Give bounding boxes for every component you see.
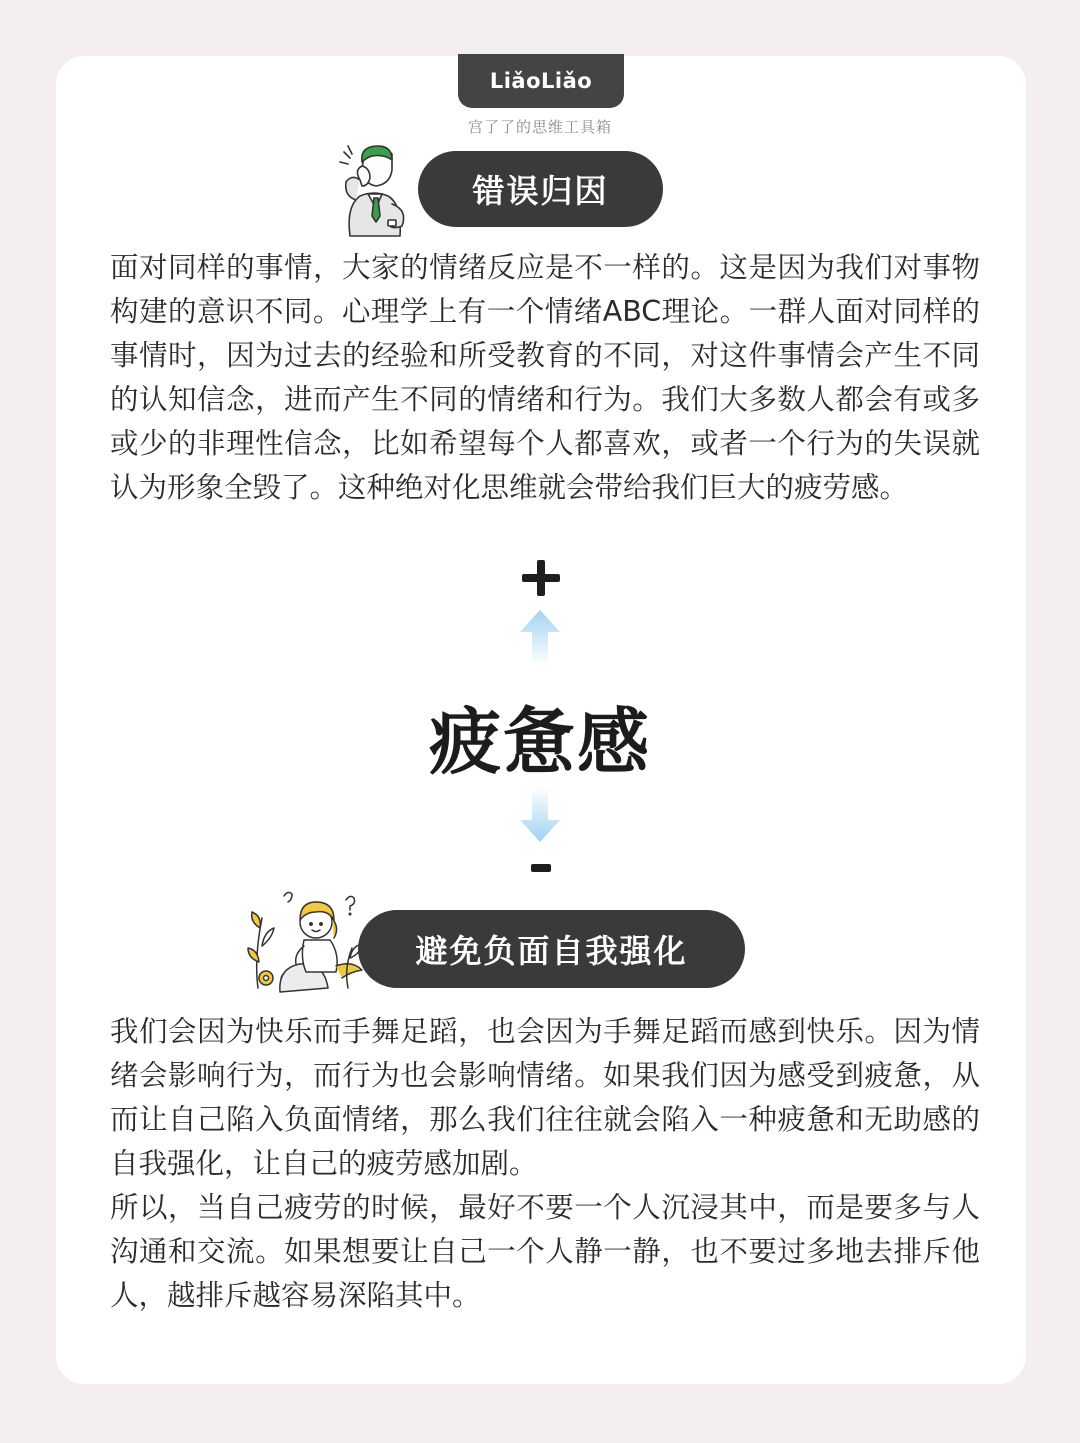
section-title-pill-1: 错误归因	[418, 151, 663, 227]
girl-with-flowers-illustration	[244, 888, 368, 1000]
arrow-up-icon	[514, 608, 566, 668]
arrow-down-icon	[514, 784, 566, 844]
plus-icon	[522, 560, 560, 596]
minus-icon	[531, 864, 551, 872]
section-title-pill-2: 避免负面自我强化	[358, 910, 745, 988]
section1-paragraph	[110, 246, 980, 510]
section2-paragraph-text-1: 我们会因为快乐而手舞足蹈，也会因为手舞足蹈而感到快乐。因为情绪会影响行为，而行为也会影响情绪。如果我们因为感受到疲惫，从而让自己陷入负面情绪，那么我们往往就会陷入一种疲惫和无助感的自我强化，让自己的疲劳感加剧。	[110, 1015, 980, 1180]
brand-tab	[458, 54, 624, 108]
stressed-businessman-illustration	[330, 140, 414, 240]
brand-subtitle: 宫了了的思维工具箱	[467, 118, 612, 136]
section1-paragraph-text: 面对同样的事情，大家的情绪反应是不一样的。这是因为我们对事物构建的意识不同。心理学上有一个情绪ABC理论。一群人面对同样的事情时，因为过去的经验和所受教育的不同，对这件事情会产生不同的认知信念，进而产生不同的情绪和行为。我们大多数人都会有或多或少的非理性信念，比如希望每个人都喜欢，或者一个行为的失误就认为形象全毁了。这种绝对化思维就会带给我们巨大的疲劳感。	[110, 251, 980, 504]
brand-logo: LiǎoLiǎo	[489, 69, 593, 93]
section2-paragraph-text-2: 所以，当自己疲劳的时候，最好不要一个人沉浸其中，而是要多与人沟通和交流。如果想要让自己一个人静一静，也不要过多地去排斥他人，越排斥越容易深陷其中。	[110, 1191, 980, 1312]
center-keyword: 疲惫感	[428, 700, 651, 784]
section2-paragraph	[110, 1010, 980, 1318]
